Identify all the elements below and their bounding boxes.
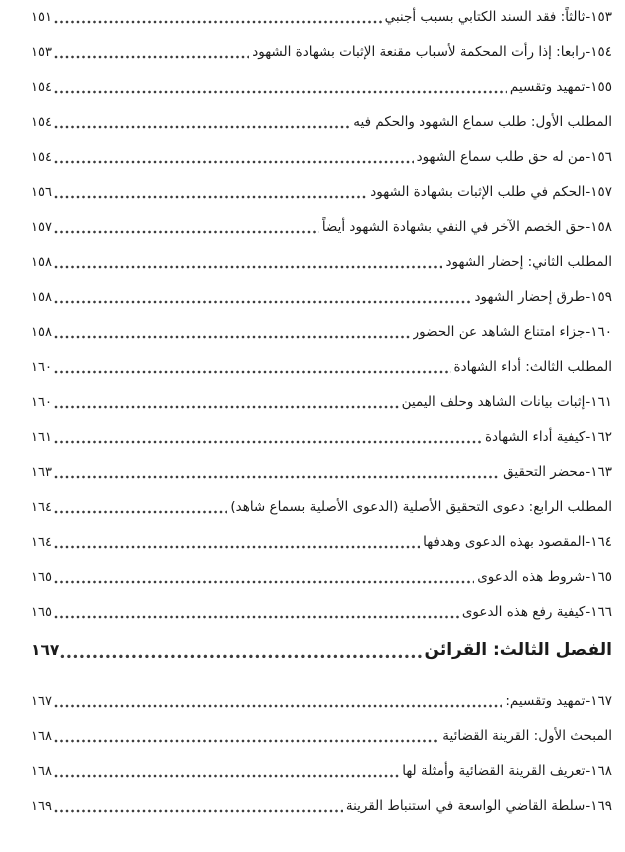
dotted-leader [60, 654, 423, 659]
toc-entry-label: ١٥٦-من له حق طلب سماع الشهود [416, 149, 612, 165]
toc-row [31, 796, 612, 817]
toc-entry-label: المطلب الثاني: إحضار الشهود [445, 254, 612, 270]
toc-entry-label: ١٦٦-كيفية رفع هذه الدعوى [461, 604, 612, 620]
dotted-leader [54, 265, 443, 269]
toc-page-number: ١٥٦ [31, 185, 52, 200]
dotted-leader [54, 545, 420, 549]
dotted-leader [54, 440, 482, 444]
toc-entry-label: ١٥٧-الحكم في طلب الإثبات بشهادة الشهود [370, 184, 612, 200]
toc-entry-label: ١٥٣-ثالثاً: فقد السند الكتابي بسبب أجنبي [384, 9, 612, 25]
toc-page-number: ١٥٨ [31, 290, 52, 305]
toc-entry-label: الفصل الثالث: القرائن [424, 640, 612, 660]
dotted-leader [54, 704, 502, 708]
toc-chapter-row [31, 637, 612, 663]
toc-entry-label: المبحث الأول: القرينة القضائية [442, 728, 612, 744]
toc-page-number: ١٦٧ [31, 694, 52, 709]
dotted-leader [54, 55, 249, 59]
toc-row [31, 427, 612, 448]
dotted-leader [54, 20, 382, 24]
dotted-leader [54, 300, 472, 304]
toc-entry-label: ١٦٨-تعريف القرينة القضائية وأمثلة لها [402, 763, 612, 779]
toc-entry-label: ١٥٤-رابعا: إذا رأت المحكمة لأسباب مقنعة الإثبات بشهادة الشهود [252, 44, 612, 60]
dotted-leader [54, 809, 343, 813]
dotted-leader [54, 195, 367, 199]
toc-row [31, 497, 612, 518]
dotted-leader [54, 739, 439, 743]
toc-row [31, 691, 612, 712]
toc-page-number: ١٦٥ [31, 570, 52, 585]
toc-page-number: ١٥٣ [31, 45, 52, 60]
toc-page-number: ١٦٨ [31, 764, 52, 779]
toc-page-number: ١٦٥ [31, 605, 52, 620]
toc-entry-label: المطلب الأول: طلب سماع الشهود والحكم فيه [353, 114, 612, 130]
toc-entry-label: ١٦٠-جزاء امتناع الشاهد عن الحضور [412, 324, 612, 340]
toc-row [31, 567, 612, 588]
toc-row [31, 112, 612, 133]
toc-row [31, 357, 612, 378]
toc-row [31, 532, 612, 553]
toc-row [31, 392, 612, 413]
dotted-leader [54, 615, 459, 619]
toc-entry-label: ١٥٩-طرق إحضار الشهود [474, 289, 612, 305]
dotted-leader [54, 475, 500, 479]
toc-entry-label: ١٦٧-تمهيد وتقسيم: [505, 693, 612, 709]
dotted-leader [54, 335, 410, 339]
toc-page-number: ١٦٨ [31, 729, 52, 744]
toc-entry-label: المطلب الثالث: أداء الشهادة [453, 359, 612, 375]
toc-page-number: ١٥٤ [31, 80, 52, 95]
toc-entry-label: ١٦١-إثبات بيانات الشاهد وحلف اليمين [401, 394, 612, 410]
toc-page-number: ١٦٠ [31, 360, 52, 375]
toc-page-number: ١٦٣ [31, 465, 52, 480]
toc-row [31, 602, 612, 623]
toc-entry-label: ١٦٤-المقصود بهذه الدعوى وهدفها [423, 534, 612, 550]
dotted-leader [54, 230, 319, 234]
toc-page-number: ١٥١ [31, 10, 52, 25]
toc-row [31, 252, 612, 273]
toc-row [31, 147, 612, 168]
toc-entry-label: ١٥٨-حق الخصم الآخر في النفي بشهادة الشهود أيضاً [321, 219, 612, 235]
toc-row [31, 287, 612, 308]
toc-row [31, 322, 612, 343]
toc-page-number: ١٥٤ [31, 115, 52, 130]
dotted-leader [54, 90, 507, 94]
dotted-leader [54, 580, 474, 584]
toc-entry-label: ١٥٥-تمهيد وتقسيم [509, 79, 612, 95]
toc-page-number: ١٦١ [31, 430, 52, 445]
toc-entry-label: ١٦٩-سلطة القاضي الواسعة في استنباط القرينة [345, 798, 612, 814]
toc-page-number: ١٦٩ [31, 799, 52, 814]
toc-page-number: ١٦٠ [31, 395, 52, 410]
dotted-leader [54, 370, 451, 374]
toc-page-number: ١٦٤ [31, 535, 52, 550]
toc-row [31, 7, 612, 28]
toc-page-number: ١٦٤ [31, 500, 52, 515]
toc-entry-label: ١٦٢-كيفية أداء الشهادة [484, 429, 612, 445]
toc-page-number: ١٦٧ [31, 641, 60, 659]
toc-page-number: ١٥٧ [31, 220, 52, 235]
toc-row [31, 462, 612, 483]
toc-page-number: ١٥٨ [31, 255, 52, 270]
dotted-leader [54, 774, 399, 778]
toc-entry-label: ١٦٥-شروط هذه الدعوى [477, 569, 612, 585]
toc-row [31, 726, 612, 747]
toc-row [31, 217, 612, 238]
toc-row [31, 42, 612, 63]
toc-entry-label: ١٦٣-محضر التحقيق [503, 464, 612, 480]
toc-row [31, 182, 612, 203]
toc-entry-label: المطلب الرابع: دعوى التحقيق الأصلية (الدعوى الأصلية بسماع شاهد) [230, 499, 612, 515]
toc-page-number: ١٥٨ [31, 325, 52, 340]
dotted-leader [54, 405, 399, 409]
toc-page-number: ١٥٤ [31, 150, 52, 165]
dotted-leader [54, 160, 414, 164]
dotted-leader [54, 510, 227, 514]
toc-row [31, 761, 612, 782]
toc-row [31, 77, 612, 98]
dotted-leader [54, 125, 350, 129]
